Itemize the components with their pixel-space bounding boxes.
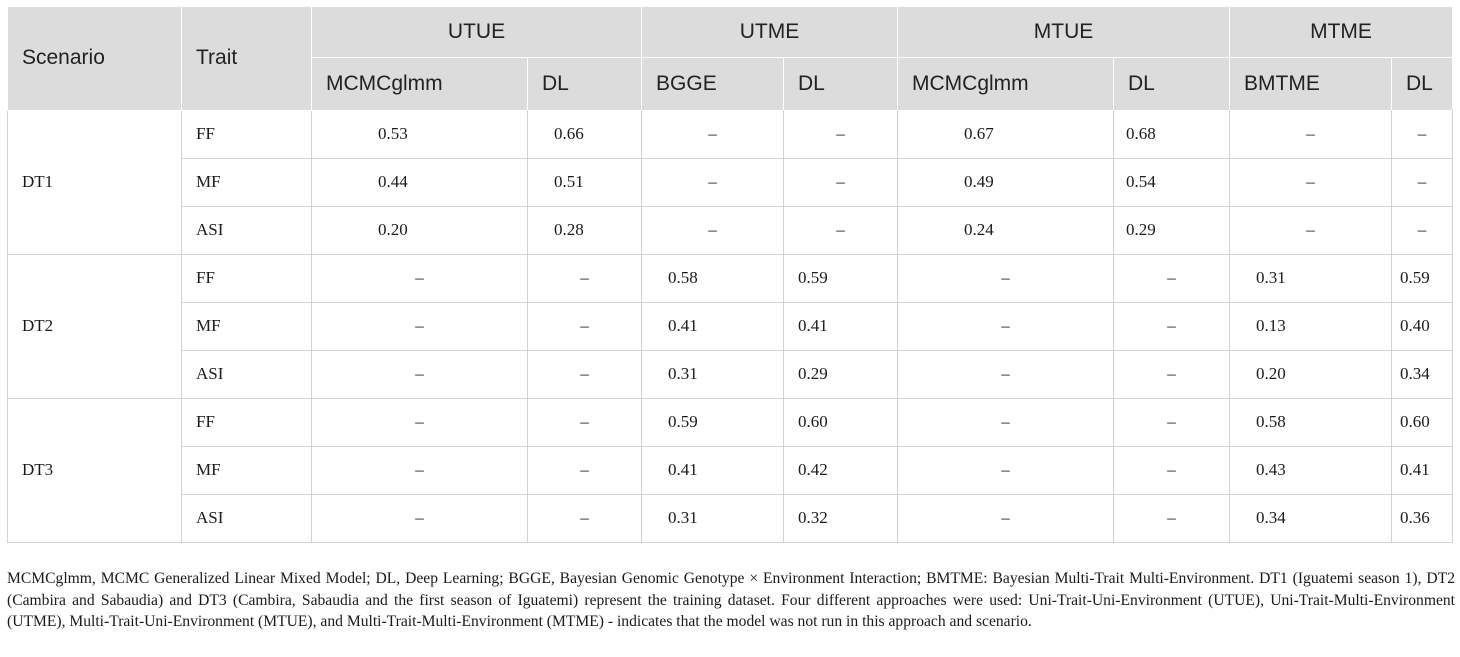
value-cell: – [1114, 254, 1230, 302]
value-cell: 0.60 [784, 398, 898, 446]
value-cell: – [312, 254, 528, 302]
value-cell: 0.53 [312, 110, 528, 158]
results-table [7, 7, 1453, 543]
value-cell: – [1114, 302, 1230, 350]
value-cell: – [528, 350, 642, 398]
value-cell: 0.20 [1230, 350, 1392, 398]
table-row [8, 206, 1453, 254]
value-cell: 0.51 [528, 158, 642, 206]
trait-cell: ASI [182, 494, 312, 542]
value-cell: – [898, 254, 1114, 302]
value-cell: 0.31 [642, 494, 784, 542]
value-cell: 0.49 [898, 158, 1114, 206]
trait-cell: MF [182, 446, 312, 494]
value-cell: – [528, 398, 642, 446]
value-cell: – [312, 302, 528, 350]
value-cell: – [1230, 158, 1392, 206]
trait-cell: FF [182, 254, 312, 302]
value-cell: 0.34 [1392, 350, 1453, 398]
table-caption: MCMCglmm, MCMC Generalized Linear Mixed Model; DL, Deep Learning; BGGE, Bayesian Genomic Genotype × Environment Interaction; BMTME: Bayesian Multi-Trait Multi-Environment. DT1 (Iguatemi season 1), DT2 (Cambira and Sabaudia) and DT3 (Cambira, Sabaudia and the first season of Iguatemi) represent the training dataset. Four different approaches were used: Uni-Trait-Uni-Environment (UTUE), Uni-Trait-Multi-Environment (UTME), Multi-Trait-Uni-Environment (MTUE), and Multi-Trait-Multi-Environment (MTME) - indicates that the model was not run in this approach and scenario. [7, 570, 1455, 630]
value-cell: 0.29 [784, 350, 898, 398]
value-cell: – [1392, 110, 1453, 158]
table-body [8, 110, 1453, 542]
header-model-mtue-dl: DL [1114, 58, 1230, 111]
table-row [8, 494, 1453, 542]
value-cell: – [784, 110, 898, 158]
value-cell: – [1114, 398, 1230, 446]
value-cell: 0.58 [642, 254, 784, 302]
value-cell: 0.60 [1392, 398, 1453, 446]
value-cell: 0.36 [1392, 494, 1453, 542]
header-group-utue: UTUE [312, 7, 642, 58]
value-cell: – [1114, 446, 1230, 494]
value-cell: 0.43 [1230, 446, 1392, 494]
trait-cell: MF [182, 302, 312, 350]
value-cell: – [642, 206, 784, 254]
value-cell: – [898, 350, 1114, 398]
table-row [8, 110, 1453, 158]
value-cell: – [528, 254, 642, 302]
trait-cell: ASI [182, 350, 312, 398]
trait-cell: FF [182, 398, 312, 446]
value-cell: – [528, 446, 642, 494]
value-cell: 0.28 [528, 206, 642, 254]
header-scenario: Scenario [8, 7, 182, 110]
table-row [8, 398, 1453, 446]
scenario-cell: DT2 [8, 254, 182, 398]
value-cell: – [642, 110, 784, 158]
value-cell: – [1114, 350, 1230, 398]
value-cell: – [898, 302, 1114, 350]
value-cell: 0.41 [1392, 446, 1453, 494]
value-cell: 0.44 [312, 158, 528, 206]
value-cell: – [898, 494, 1114, 542]
value-cell: 0.40 [1392, 302, 1453, 350]
table-row [8, 446, 1453, 494]
header-model-mtme-bmtme: BMTME [1230, 58, 1392, 111]
table-row [8, 302, 1453, 350]
value-cell: 0.13 [1230, 302, 1392, 350]
value-cell: 0.41 [642, 446, 784, 494]
trait-cell: FF [182, 110, 312, 158]
value-cell: 0.20 [312, 206, 528, 254]
header-model-utme-dl: DL [784, 58, 898, 111]
header-group-utme: UTME [642, 7, 898, 58]
value-cell: 0.32 [784, 494, 898, 542]
value-cell: 0.66 [528, 110, 642, 158]
value-cell: – [784, 158, 898, 206]
value-cell: – [312, 398, 528, 446]
value-cell: – [1114, 494, 1230, 542]
header-group-mtme: MTME [1230, 7, 1453, 58]
value-cell: 0.31 [642, 350, 784, 398]
value-cell: 0.41 [784, 302, 898, 350]
header-model-utme-bgge: BGGE [642, 58, 784, 111]
value-cell: – [1230, 206, 1392, 254]
value-cell: – [784, 206, 898, 254]
value-cell: – [528, 302, 642, 350]
value-cell: – [1392, 158, 1453, 206]
value-cell: 0.54 [1114, 158, 1230, 206]
table-row [8, 254, 1453, 302]
value-cell: 0.58 [1230, 398, 1392, 446]
value-cell: 0.59 [784, 254, 898, 302]
value-cell: – [312, 494, 528, 542]
table-row [8, 350, 1453, 398]
value-cell: 0.59 [1392, 254, 1453, 302]
value-cell: 0.68 [1114, 110, 1230, 158]
table-header [8, 7, 1453, 110]
header-group-mtue: MTUE [898, 7, 1230, 58]
value-cell: – [642, 158, 784, 206]
value-cell: – [312, 350, 528, 398]
trait-cell: ASI [182, 206, 312, 254]
table-row [8, 158, 1453, 206]
header-model-utue-dl: DL [528, 58, 642, 111]
value-cell: 0.24 [898, 206, 1114, 254]
header-model-mtme-dl: DL [1392, 58, 1453, 111]
value-cell: 0.42 [784, 446, 898, 494]
scenario-cell: DT1 [8, 110, 182, 254]
value-cell: – [898, 446, 1114, 494]
header-model-utue-mcmcglmm: MCMCglmm [312, 58, 528, 111]
value-cell: 0.67 [898, 110, 1114, 158]
header-model-mtue-mcmcglmm: MCMCglmm [898, 58, 1114, 111]
value-cell: 0.41 [642, 302, 784, 350]
value-cell: – [312, 446, 528, 494]
value-cell: – [1230, 110, 1392, 158]
value-cell: 0.34 [1230, 494, 1392, 542]
scenario-cell: DT3 [8, 398, 182, 542]
value-cell: – [898, 398, 1114, 446]
value-cell: 0.29 [1114, 206, 1230, 254]
value-cell: – [1392, 206, 1453, 254]
value-cell: 0.59 [642, 398, 784, 446]
value-cell: 0.31 [1230, 254, 1392, 302]
trait-cell: MF [182, 158, 312, 206]
value-cell: – [528, 494, 642, 542]
header-trait: Trait [182, 7, 312, 110]
